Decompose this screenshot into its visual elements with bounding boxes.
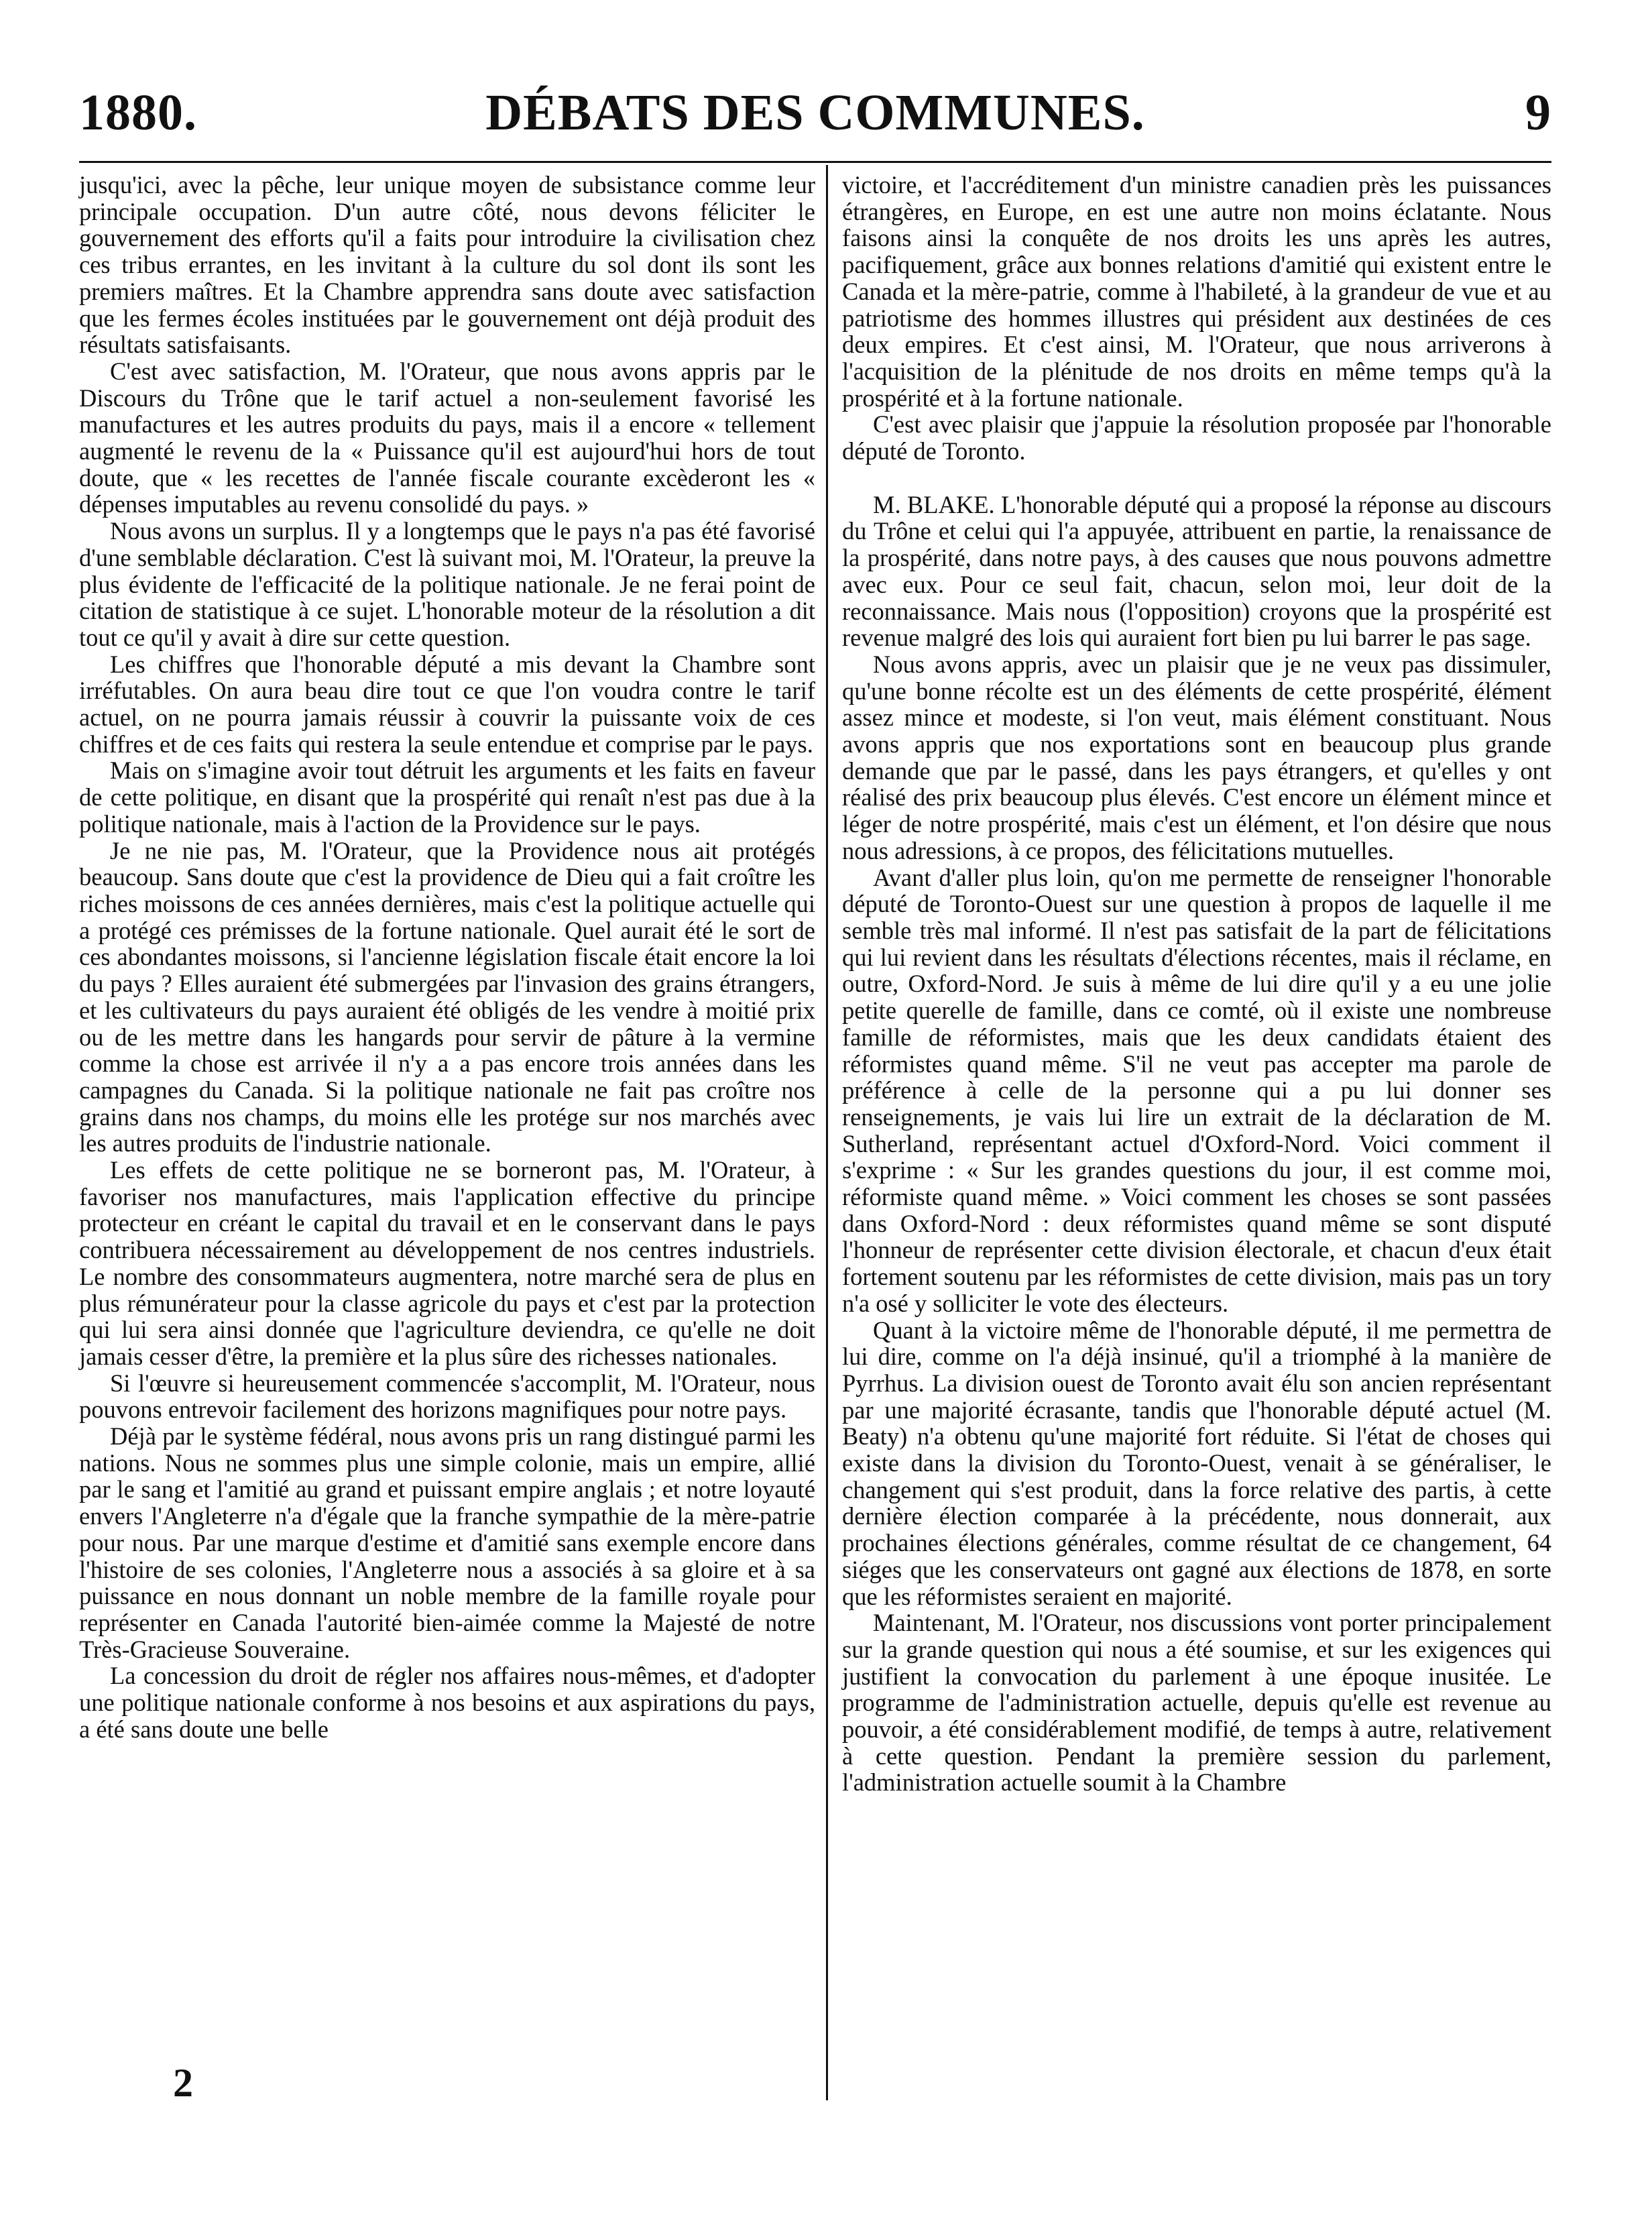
paragraph: victoire, et l'accréditement d'un ministre canadien près les puissances étrangères, en Europe, en est une autre non moins éclatante. Nous faisons ainsi la conquête de nos droits les uns après les autres, pacifiquement, grâce aux bonnes relations d'amitié qui existent entre le Canada et la mère-patrie, comme à l'habileté, à la grandeur de vue et au patriotisme des hommes illustres qui président aux destinées de ces deux empires. Et c'est ainsi, M. l'Orateur, que nous arriverons à l'acquisition de la plénitude de nos droits en même temps qu'à la prospérité et à la fortune nationale. <box>842 171 1551 412</box>
speaker-paragraph: M. BLAKE. L'honorable député qui a proposé la réponse au discours du Trône et celui qui l'a appuyée, attribuent en partie, la renaissance de la prospérité, dans notre pays, à des causes que nous pouvons admettre avec eux. Pour ce seul fait, chacun, selon moi, leur doit de la reconnaissance. Mais nous (l'opposition) croyons que la prospérité est revenue malgré des lois qui auraient fort bien pu lui barrer le pas sage. <box>842 490 1551 652</box>
page-number: 9 <box>1525 84 1551 141</box>
paragraph: Avant d'aller plus loin, qu'on me permette de renseigner l'honorable député de Toronto-Ouest sur une question à propos de laquelle il me semble très mal informé. Il n'est pas satisfait de la part de félicitations qui lui revient dans les résultats d'élections récentes, mais il réclame, en outre, Oxford-Nord. Je suis à même de lui dire qu'il y a eu une jolie petite querelle de famille, dans ce comté, où il existe une nombreuse famille de réformistes, mais que les deux candidats étaient des réformistes quand même. S'il ne veut pas accepter ma parole de préférence à celle de la personne qui a pu lui donner ses renseignements, je vais lui lire un extrait de la déclaration de M. Sutherland, représentant actuel d'Oxford-Nord. Voici comment il s'exprime : « Sur les grandes questions du jour, il est comme moi, réformiste quand même. » Voici comment les choses se sont passées dans Oxford-Nord : deux réformistes quand même se sont disputé l'honneur de représenter cette division électorale, et chacun d'eux était fortement soutenu par les réformistes de cette division, mais pas un tory n'a osé y solliciter le vote des électeurs. <box>842 863 1551 1317</box>
paragraph: Maintenant, M. l'Orateur, nos discussions vont porter principalement sur la grande question qui nous a été soumise, et sur les exigences qui justifient la convocation du parlement à une époque inusitée. Le programme de l'administration actuelle, depuis qu'elle est revenue au pouvoir, a été considérablement modifié, de temps à autre, relativement à cette question. Pendant la première session du parlement, l'administration actuelle soumit à la Chambre <box>842 1609 1551 1797</box>
right-column <box>842 172 1551 1796</box>
paragraph: La concession du droit de régler nos affaires nous-mêmes, et d'adopter une politique nationale conforme à nos besoins et aux aspirations du pays, a été sans doute une belle <box>79 1662 815 1743</box>
signature-mark: 2 <box>173 2061 193 2105</box>
header-rule <box>79 161 1551 163</box>
paragraph: C'est avec satisfaction, M. l'Orateur, que nous avons appris par le Discours du Trône que le tarif actuel a non-seulement favorisé les manufactures et les autres produits du pays, mais il a encore « tellement augmenté le revenu de la « Puissance qu'il est aujourd'hui hors de tout doute, que « les recettes de l'année fiscale courante excèderont les « dépenses imputables au revenu consolidé du pays. » <box>79 357 815 518</box>
paragraph: Si l'œuvre si heureusement commencée s'accomplit, M. l'Orateur, nous pouvons entrevoir facilement des horizons magnifiques pour notre pays. <box>79 1369 815 1424</box>
paragraph: Les effets de cette politique ne se borneront pas, M. l'Orateur, à favoriser nos manufactures, mais l'application effective du principe protecteur en créant le capital du travail et en le conservant dans le pays contribuera nécessairement au développement de nos centres industriels. Le nombre des consommateurs augmentera, notre marché sera de plus en plus rémunérateur pour la classe agricole du pays et c'est par la protection qui lui sera ainsi donnée que l'agriculture deviendra, ce qu'elle ne doit jamais cesser d'être, la première et la plus sûre des richesses nationales. <box>79 1156 815 1370</box>
left-column <box>79 172 815 1742</box>
paragraph: C'est avec plaisir que j'appuie la résolution proposée par l'honorable député de Toronto. <box>842 410 1551 465</box>
paragraph: Nous avons un surplus. Il y a longtemps que le pays n'a pas été favorisé d'une semblable déclaration. C'est là suivant moi, M. l'Orateur, la preuve la plus évidente de l'efficacité de la politique nationale. Je ne ferai point de citation de statistique à ce sujet. L'honorable moteur de la résolution a dit tout ce qu'il y avait à dire sur cette question. <box>79 517 815 651</box>
paragraph: Nous avons appris, avec un plaisir que je ne veux pas dissimuler, qu'une bonne récolte est un des éléments de cette prospérité, élément assez mince et modeste, si l'on veut, mais élément constituant. Nous avons appris que nos exportations sont en beaucoup plus grande demande que par le passé, dans les pays étrangers, et qu'elles y ont réalisé des prix beaucoup plus élevés. C'est encore un élément mince et léger de notre prospérité, mais c'est un élément, et l'on désire que nous nous adressions, à ce propos, des félicitations mutuelles. <box>842 650 1551 864</box>
paragraph: Mais on s'imagine avoir tout détruit les arguments et les faits en faveur de cette politique, en disant que la prospérité qui renaît n'est pas due à la politique nationale, mais à l'action de la Providence sur le pays. <box>79 756 815 838</box>
paragraph: Déjà par le système fédéral, nous avons pris un rang distingué parmi les nations. Nous ne sommes plus une simple colonie, mais un empire, allié par le sang et l'amitié au grand et puissant empire anglais ; et notre loyauté envers l'Angleterre n'a d'égale que la franche sympathie de la mère-patrie pour nous. Par une marque d'estime et d'amitié sans exemple encore dans l'histoire de ses colonies, l'Angleterre nous a associés à sa gloire et à sa puissance en nous donnant un noble membre de la famille royale pour représenter en Canada l'autorité bien-aimée comme la Majesté de notre Très-Gracieuse Souveraine. <box>79 1422 815 1663</box>
column-divider <box>826 165 828 2100</box>
paragraph: Les chiffres que l'honorable député a mis devant la Chambre sont irréfutables. On aura beau dire tout ce que l'on voudra contre le tarif actuel, on ne pourra jamais réussir à couvrir la puissante voix de ces chiffres et de ces faits qui restera la seule entendue et comprise par le pays. <box>79 650 815 758</box>
paragraph: jusqu'ici, avec la pêche, leur unique moyen de subsistance comme leur principale occupation. D'un autre côté, nous devons féliciter le gouvernement des efforts qu'il a faits pour introduire la civilisation chez ces tribus errantes, en les invitant à la culture du sol dont ils sont les premiers maîtres. Et la Chambre apprendra sans doute avec satisfaction que les fermes écoles instituées par le gouvernement ont déjà produit des résultats satisfaisants. <box>79 171 815 359</box>
header-year: 1880. <box>79 84 197 141</box>
paragraph: Quant à la victoire même de l'honorable député, il me permettra de lui dire, comme on l'a déjà insinué, qu'il a triomphé à la manière de Pyrrhus. La division ouest de Toronto avait élu son ancien représentant par une majorité écrasante, tandis que l'honorable député actuel (M. Beaty) n'a obtenu qu'une majorité fort réduite. Si l'état de choses qui existe dans la division du Toronto-Ouest, venait à se généraliser, le changement qui s'est produit, dans la force relative des partis, à cette dernière élection comparée à la précédente, nous donnerait, aux prochaines élections générales, comme résultat de ce changement, 64 siéges que les conservateurs ont gagné aux élections de 1878, en sorte que les réformistes seraient en majorité. <box>842 1316 1551 1610</box>
running-title: DÉBATS DES COMMUNES. <box>485 84 1145 141</box>
page-header <box>79 86 1551 139</box>
paragraph: Je ne nie pas, M. l'Orateur, que la Providence nous ait protégés beaucoup. Sans doute que c'est la providence de Dieu qui a fait croître les riches moissons de ces années dernières, mais c'est la politique actuelle qui a protégé ces prémisses de la fortune nationale. Quel aurait été le sort de ces abondantes moissons, si l'ancienne législation fiscale était encore la loi du pays ? Elles auraient été submergées par l'invasion des grains étrangers, et les cultivateurs du pays auraient été obligés de les vendre à moitié prix ou de les mettre dans les hangards pour servir de pâture à la vermine comme la chose est arrivée il n'y a a pas encore trois années dans les campagnes du Canada. Si la politique nationale ne fait pas croître nos grains dans nos champs, du moins elle les protége sur nos marchés avec les autres produits de l'industrie nationale. <box>79 836 815 1157</box>
